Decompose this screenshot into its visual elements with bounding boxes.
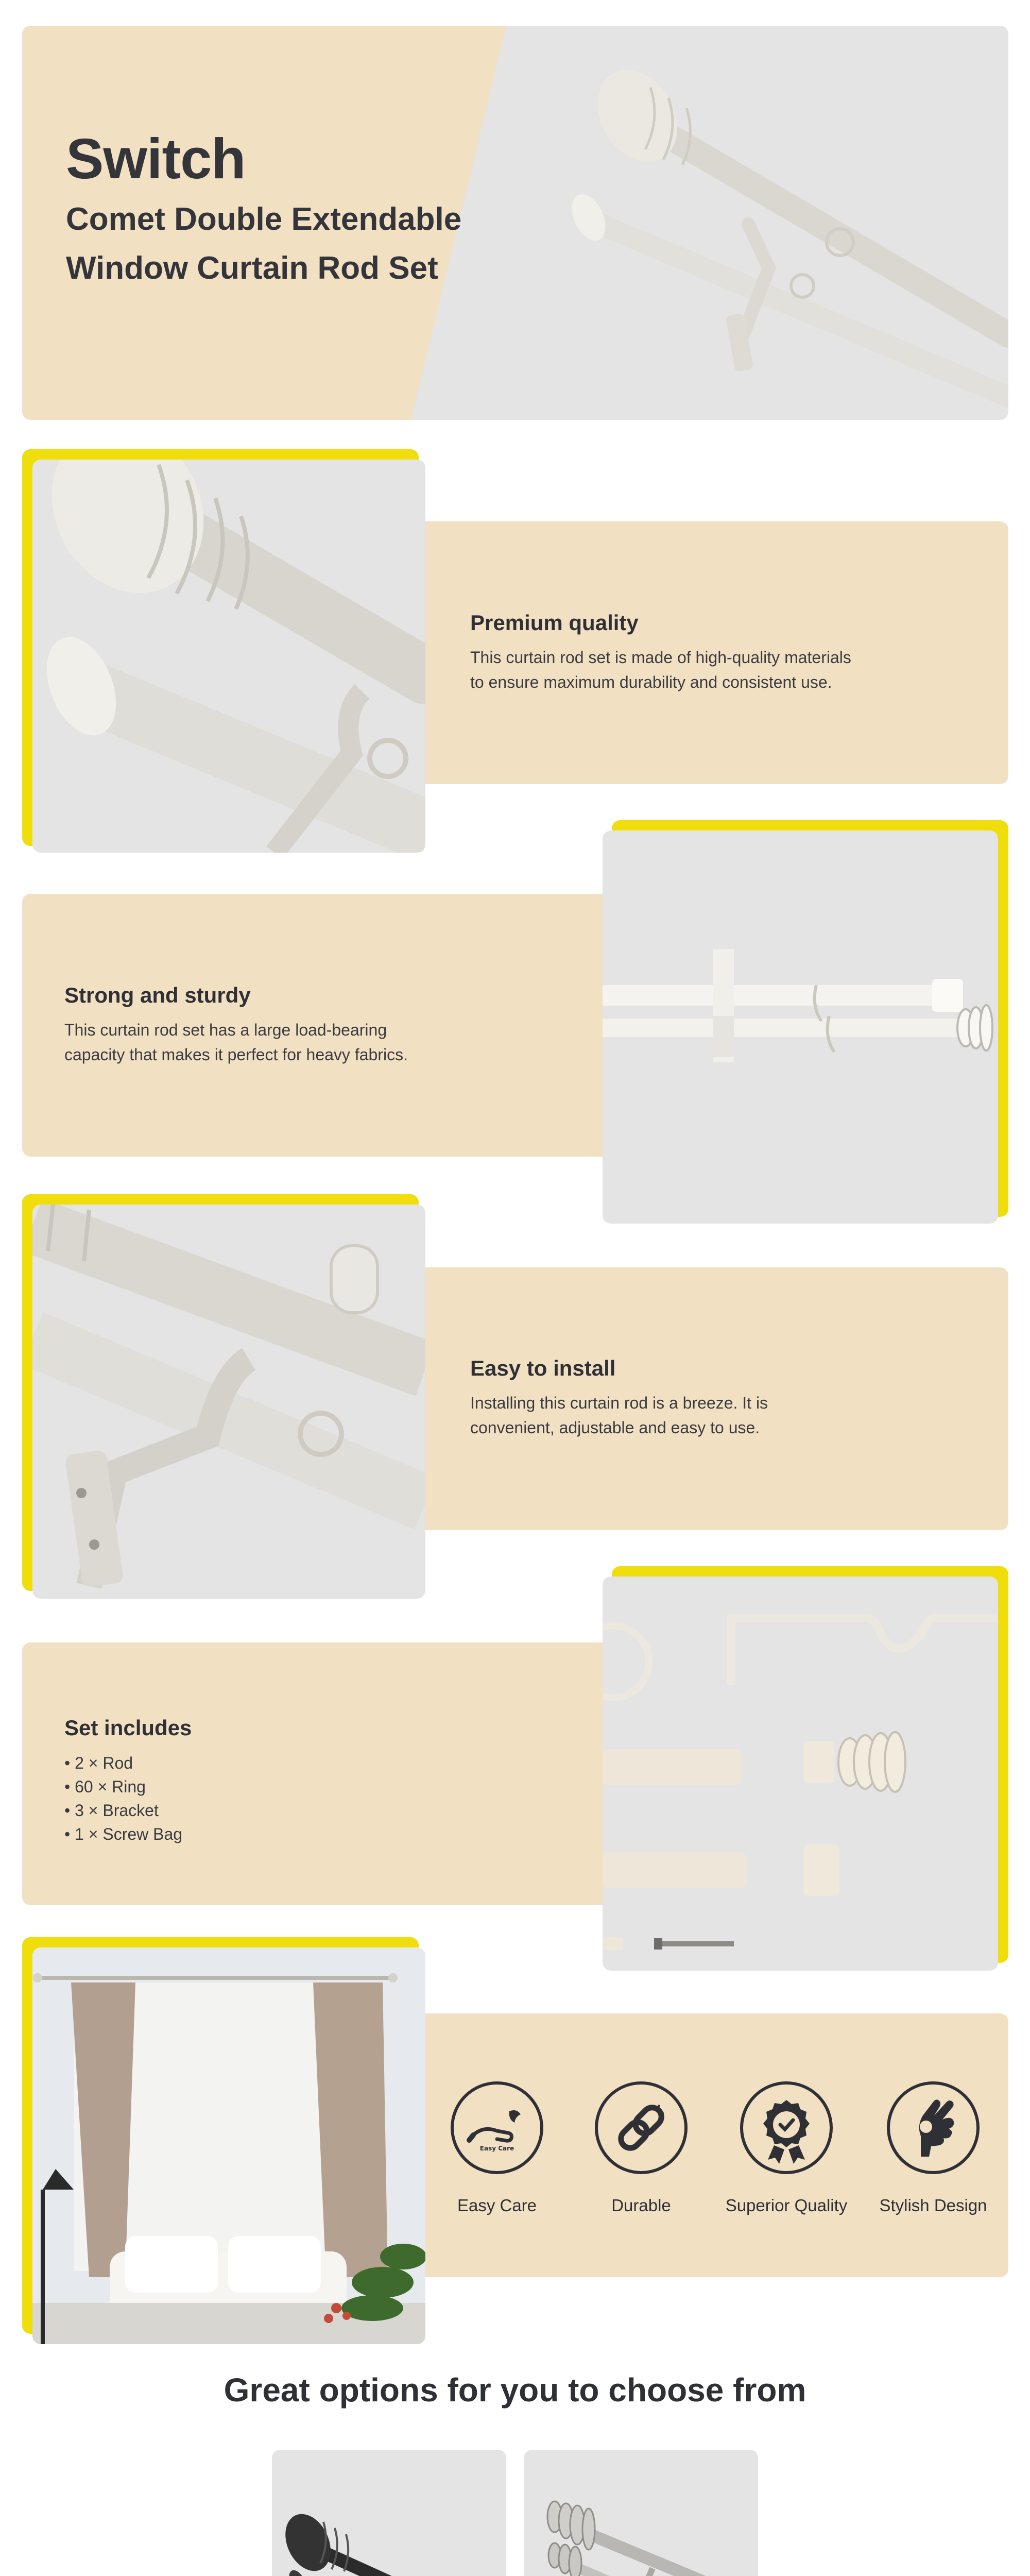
hero-rod-image [527,26,1008,420]
feature-text-line1: This curtain rod set is made of high-quality materials [470,648,851,667]
feature-text-line1: This curtain rod set has a large load-bearing [64,1021,387,1039]
award-badge-icon [743,2084,830,2171]
ok-hand-icon [890,2084,976,2171]
benefit-icon-circle [740,2081,833,2174]
feature-title: Easy to install [470,1356,616,1380]
feature-title: Premium quality [470,611,639,635]
hero-banner [22,26,1008,420]
feature-text-line2: capacity that makes it perfect for heavy fabrics. [64,1045,408,1064]
feature-text-line2: convenient, adjustable and easy to use. [470,1418,760,1437]
chain-link-icon [598,2084,684,2171]
set-components-image [603,1577,998,1971]
benefit-label: Stylish Design [879,2196,987,2215]
black-rod-image [272,2450,506,2576]
feature-image-bracket [32,1205,425,1599]
benefit-label: Superior Quality [725,2196,848,2215]
product-title-line1: Comet Double Extendable [66,201,462,237]
set-item: • 2 × Rod [64,1754,133,1772]
options-heading: Great options for you to choose from [224,2371,806,2409]
feature-image-rod-side [603,831,998,1224]
silver-rod-image [524,2450,758,2576]
feature-text-line1: Installing this curtain rod is a breeze. It is [470,1394,768,1412]
benefit-icon-circle [887,2081,980,2174]
option-card-silver[interactable] [524,2450,758,2576]
brand-title: Switch [66,127,246,191]
feature-image-finial-closeup [32,460,425,853]
easy-care-icon-text: Easy Care [479,2145,514,2152]
hand-easy-care-icon [454,2084,540,2171]
benefit-icon-circle [595,2081,688,2174]
set-item: • 1 × Screw Bag [64,1825,183,1843]
set-item: • 60 × Ring [64,1777,146,1796]
option-card-black[interactable] [272,2450,506,2576]
benefit-label: Easy Care [457,2196,537,2215]
product-title-line2: Window Curtain Rod Set [66,250,438,286]
set-includes-title: Set includes [64,1716,192,1740]
benefit-icon-circle [451,2081,543,2174]
set-item: • 3 × Bracket [64,1801,159,1820]
feature-text-line2: to ensure maximum durability and consistent use. [470,673,832,691]
feature-title: Strong and sturdy [64,983,251,1007]
curtain-room-image [32,1947,425,2344]
benefit-label: Durable [611,2196,671,2215]
